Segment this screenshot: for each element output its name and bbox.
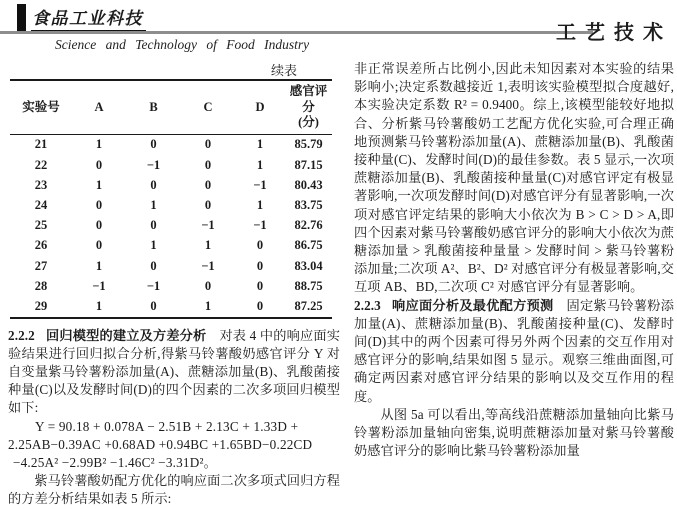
table-cell: −1: [146, 157, 161, 172]
table-cell: 1: [204, 238, 212, 253]
table-cell: −1: [92, 278, 106, 293]
section-title: 响应面分析及最优配方预测: [391, 297, 554, 313]
table-cell: 83.04: [294, 258, 323, 273]
table-cell: 25: [34, 218, 48, 233]
table-cell: 86.75: [294, 238, 323, 253]
table-cell: 0: [204, 157, 212, 172]
table-cell: 0: [150, 137, 157, 152]
table-header: [10, 80, 332, 134]
table-cell: 0: [150, 298, 157, 313]
section-number: 2.2.2: [8, 327, 35, 343]
table-cell: 1: [95, 137, 103, 152]
table-cell: 88.75: [294, 278, 323, 293]
col-header-a: A: [72, 80, 126, 134]
table-cell: 0: [95, 157, 103, 172]
regression-formula: [8, 418, 340, 473]
left-closing-paragraph: 紫马铃薯酸奶配方优化的响应面二次多项式回归方程的方差分析结果如表 5 所示:: [8, 473, 341, 507]
table-cell: 0: [204, 278, 212, 293]
table-cell: 0: [256, 278, 264, 293]
table-cell: 0: [95, 198, 103, 213]
journal-logo-bar: [17, 4, 26, 31]
table-cell: 0: [204, 137, 212, 152]
section-body-text: 固定紫马铃薯粉添加量(A)、蔗糖添加量(B)、乳酸菌接种量(C)、发酵时间(D)其中的两个因素可得另外两个因素的交互作用对感官评分的影响,结果如图 5 显示。观察三维曲面图,可确定两因素对感官评分结果的影响以及交互作用的程度。: [354, 297, 674, 404]
table-cell: 26: [34, 238, 48, 253]
section-title: 回归模型的建立及方差分析: [45, 327, 207, 343]
table-cell: 0: [95, 218, 103, 233]
table-body: [10, 134, 332, 317]
table-cell: −1: [201, 218, 215, 233]
journal-name-cn: 食品工业科技: [31, 4, 146, 32]
table-cell: 0: [256, 238, 264, 253]
page-header: [0, 0, 677, 60]
section-number: 2.2.3: [354, 297, 381, 313]
table-cell: 1: [204, 298, 212, 313]
table-cell: 0: [256, 258, 264, 273]
table-row: [10, 216, 332, 236]
table-cell: 85.79: [294, 137, 323, 152]
right-paragraph-1: 非正常误差所占比例小,因此未知因素对本实验的结果影响小;决定系数越接近 1,表明该实验模型拟合度越好,本实验决定系数 R² = 0.9400。综上,该模型能较好地拟合、分析紫马铃薯酸奶工艺配方优化实验,可合理正确地预测紫马铃薯粉添加量(A)、蔗糖添加量(B)、乳酸菌接种量(C)、发酵时间(D)的最佳参数。表 5 显示,一次项蔗糖添加量(B)、乳酸菌接种量量(C)对感官评定有极显著影响,一次项发酵时间(D)对感官评分有显著影响,一次项对感官评定结果的影响大小依次为 B > C > D > A,即四个因素对紫马铃薯酸奶感官评分的影响大小依次为蔗糖添加量 > 乳酸菌接种量量 > 发酵时间 > 紫马铃薯粉添加量;二次项 A²、B²、D² 对感官评分有极显著影响,交互项 AB、BD,二次项 C² 对感官评分有显著影响。: [354, 61, 675, 295]
col-header-score-line1: 感官评分: [289, 84, 328, 114]
main-content: [0, 60, 677, 509]
right-paragraph-3: 从图 5a 可以看出,等高线沿蔗糖添加量轴向比紫马铃薯粉添加量轴向密集,说明蔗糖添加量对紫马铃薯酸奶感官评分的影响比紫马铃薯粉添加量: [354, 406, 674, 459]
table-row: [10, 175, 332, 195]
table-cell: 23: [34, 177, 48, 192]
table-cell: 29: [34, 298, 48, 313]
table-cell: 28: [34, 278, 48, 293]
table-cell: 0: [150, 177, 157, 192]
table-cell: 83.75: [294, 198, 323, 213]
col-header-experiment-no: 实验号: [10, 80, 72, 134]
formula-line-2: 2.25AB−0.39AC +0.68AD +0.94BC +1.65BD−0.22CD: [8, 436, 313, 452]
right-column: [354, 60, 674, 509]
table-cell: 0: [204, 177, 212, 192]
col-header-score-line2: (分): [298, 115, 319, 130]
table-cell: 0: [204, 198, 212, 213]
table-row: [10, 134, 332, 155]
table-cell: 0: [256, 298, 264, 313]
table-cell: −1: [253, 177, 267, 192]
table-cell: 24: [34, 198, 48, 213]
table-row: [10, 236, 332, 256]
table-row: [10, 276, 332, 296]
table-cell: 87.15: [294, 157, 323, 172]
table-cell: 82.76: [294, 218, 323, 233]
table-cell: 1: [95, 258, 103, 273]
table-cell: −1: [201, 258, 215, 273]
table-cell: 1: [256, 137, 264, 152]
table-header-row: [10, 80, 332, 134]
table-cell: 1: [256, 157, 264, 172]
col-header-c: C: [181, 80, 235, 134]
table-cell: 0: [150, 218, 157, 233]
table-cell: 1: [95, 298, 103, 313]
header-divider: [0, 31, 593, 34]
table-cell: 21: [34, 137, 48, 152]
formula-line-1: Y = 90.18 + 0.078A − 2.51B + 2.13C + 1.33D +: [35, 418, 299, 434]
section-label: 工艺技术: [556, 22, 672, 44]
table-row: [10, 195, 332, 215]
table-cell: 1: [150, 238, 157, 253]
col-header-d: D: [235, 80, 285, 134]
table-cell: 0: [95, 238, 103, 253]
experiment-table: [10, 79, 332, 319]
table-cell: 27: [34, 258, 48, 273]
table-continued-label: 续表: [270, 63, 297, 78]
section-2-2-2: [8, 327, 340, 509]
table-cell: 87.25: [294, 298, 323, 313]
table-cell: 22: [34, 157, 48, 172]
left-column: [8, 60, 342, 509]
section-2-2-2-paragraph: [8, 327, 340, 418]
table-cell: 1: [150, 198, 157, 213]
table-cell: 80.43: [294, 177, 323, 192]
col-header-b: B: [126, 80, 181, 134]
table-cell: 0: [150, 258, 157, 273]
table-cell: 1: [95, 177, 103, 192]
table-cell: −1: [253, 218, 267, 233]
formula-line-3: −4.25A² −2.99B² −1.46C² −3.31D²。: [13, 454, 217, 470]
table-row: [10, 256, 332, 276]
journal-name-en: Science and Technology of Food Industry: [55, 37, 310, 52]
table-cell: 1: [256, 198, 264, 213]
table-cell: −1: [146, 278, 161, 293]
col-header-score: [285, 80, 332, 134]
table-row: [10, 155, 332, 175]
section-body-text: 对表 4 中的响应面实验结果进行回归拟合分析,得紫马铃薯酸奶感官评分 Y 对自变量紫马铃薯粉添加量(A)、蔗糖添加量(B)、乳酸菌接种量(C)以及发酵时间(D)的四个因素的二次多项回归模型如下:: [8, 327, 340, 416]
section-2-2-3-paragraph: [354, 297, 674, 406]
table-row: [10, 296, 332, 317]
